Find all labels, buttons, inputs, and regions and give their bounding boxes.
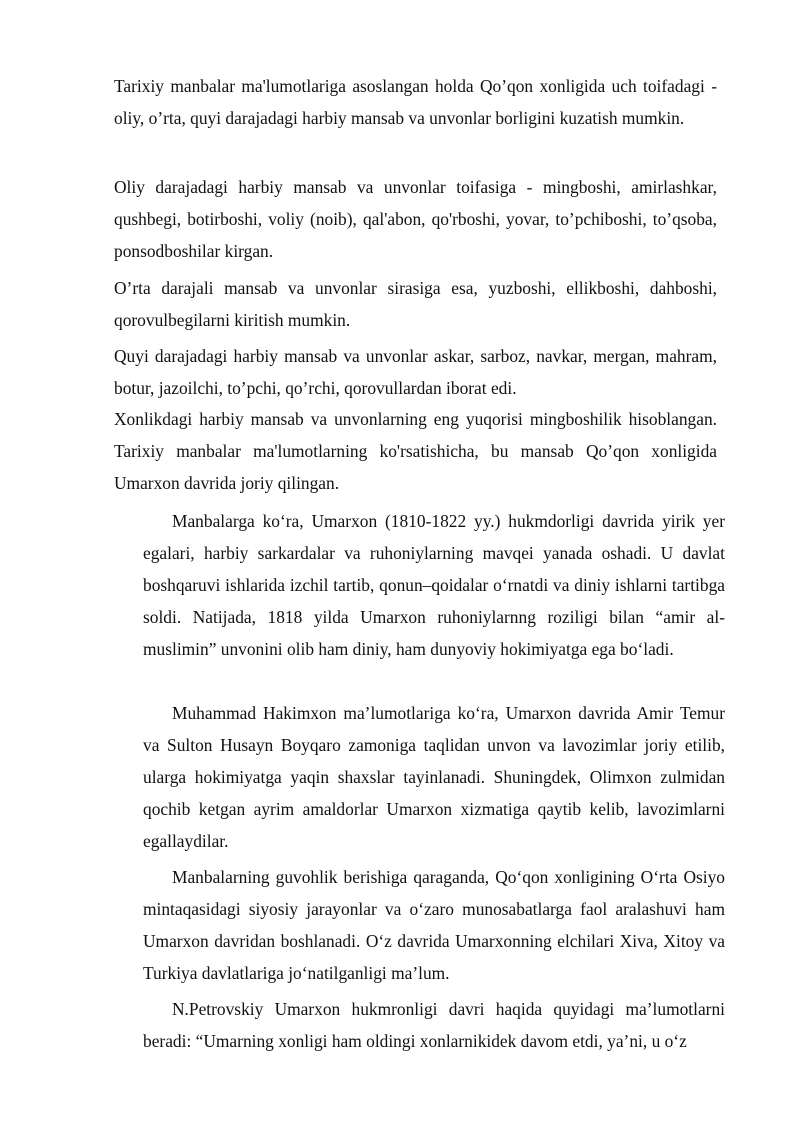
paragraph-petrovskiy: N.Petrovskiy Umarxon hukmronligi davri haqida quyidagi ma’lumotlarni beradi: “Umarning xonligi ham oldingi xonlarnikidek davom etdi, ya’ni, u o‘z <box>143 999 725 1051</box>
paragraph-low-ranks: Quyi darajadagi harbiy mansab va unvonlar askar, sarboz, navkar, mergan, mahram, botur, jazoilchi, to’pchi, qo’rchi, qorovullardan iborat edi. <box>114 346 717 398</box>
paragraph-middle-ranks: O’rta darajali mansab va unvonlar sirasiga esa, yuzboshi, ellikboshi, dahboshi, qorovulbegilarni kiritish mumkin. <box>114 278 717 330</box>
paragraph-foreign-relations: Manbalarning guvohlik berishiga qaraganda, Qo‘qon xonligining O‘rta Osiyo mintaqasidagi siyosiy jarayonlar va o‘zaro munosabatlarga faol aralashuvi ham Umarxon davridan boshlanadi. O‘z davrida Umarxonning elchilari Xiva, Xitoy va Turkiya davlatlariga jo‘natilganligi ma’lum. <box>143 867 725 983</box>
paragraph-umarxon-rule: Manbalarga ko‘ra, Umarxon (1810-1822 yy.) hukmdorligi davrida yirik yer egalari, harbiy sarkardalar va ruhoniylarning mavqei yanada oshadi. U davlat boshqaruvi ishlarida izchil tartib, qonun–qoidalar o‘rnatdi va diniy ishlarni tartibga soldi. Natijada, 1818 yilda Umarxon ruhoniylarnng roziligi bilan “amir al-muslimin” unvonini olib ham diniy, ham dunyoviy hokimiyatga ega bo‘ladi. <box>143 511 725 659</box>
paragraph-hakimxon: Muhammad Hakimxon ma’lumotlariga ko‘ra, Umarxon davrida Amir Temur va Sulton Husayn Boyqaro zamoniga taqlidan unvon va lavozimlar joriy etilib, ularga hokimiyatga yaqin shaxslar tayinlanadi. Shuningdek, Olimxon zulmidan qochib ketgan ayrim amaldorlar Umarxon xizmatiga qaytib kelib, lavozimlarni egallaydilar. <box>143 703 725 851</box>
paragraph-rank-categories: Tarixiy manbalar ma'lumotlariga asoslangan holda Qo’qon xonligida uch toifadagi - oliy, o’rta, quyi darajadagi harbiy mansab va unvonlar borligini kuzatish mumkin. <box>114 76 717 128</box>
paragraph-high-ranks: Oliy darajadagi harbiy mansab va unvonlar toifasiga - mingboshi, amirlashkar, qushbegi, botirboshi, voliy (noib), qal'abon, qo'rboshi, yovar, to’pchiboshi, to’qsoba, ponsodboshilar kirgan. <box>114 177 717 261</box>
paragraph-mingboshi: Xonlikdagi harbiy mansab va unvonlarning eng yuqorisi mingboshilik hisoblangan. Tarixiy manbalar ma'lumotlarning ko'rsatishicha, bu mansab Qo’qon xonligida Umarxon davrida joriy qilingan. <box>114 409 717 493</box>
